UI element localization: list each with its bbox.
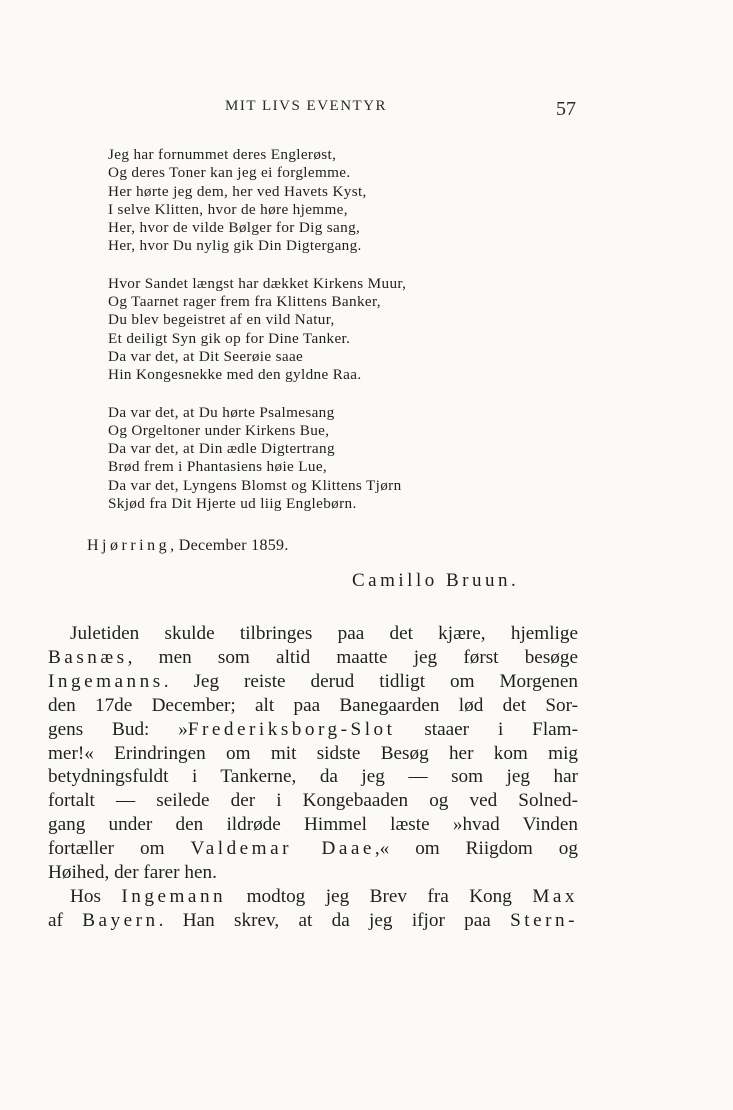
poem-signature: Camillo Bruun. <box>352 570 520 591</box>
spaced-name: Basnæs <box>48 646 128 668</box>
poem-line: I selve Klitten, hvor de høre hjemme, <box>108 200 348 218</box>
poem-line: Da var det, at Du hørte Psalmesang <box>108 403 335 421</box>
poem-line: Og Orgeltoner under Kirkens Bue, <box>108 421 330 439</box>
prose-line <box>48 670 578 694</box>
dateline-place: Hjørring <box>87 537 171 554</box>
prose-line <box>48 909 578 933</box>
poem-line: Hvor Sandet længst har dækket Kirkens Muur, <box>108 274 407 292</box>
poem-line: Her, hvor Du nylig gik Din Digtergang. <box>108 237 362 255</box>
prose-line: fortalt — seilede der i Kongebaaden og ved Solned- <box>48 790 578 812</box>
prose-text: fortæller om <box>48 838 191 860</box>
poem-line: Hin Kongesnekke med den gyldne Raa. <box>108 366 362 384</box>
prose-line <box>48 885 578 909</box>
stanza-2 <box>108 275 406 385</box>
poem-line: Jeg har fornummet deres Englerøst, <box>108 146 337 163</box>
spaced-name: Bayern <box>82 909 159 931</box>
stanza-3 <box>108 404 406 514</box>
page-number: 57 <box>556 98 576 120</box>
poem-line: Et deiligt Syn gik op for Dine Tanker. <box>108 329 351 347</box>
prose-line: Juletiden skulde tilbringes paa det kjære, hjemlige <box>70 623 578 644</box>
prose-line <box>48 837 578 861</box>
poem-line: Og Taarnet rager frem fra Klittens Banker, <box>108 293 381 311</box>
prose-line: Høihed, der farer hen. <box>48 862 217 884</box>
poem-line: Her, hvor de vilde Bølger for Dig sang, <box>108 219 361 237</box>
prose-line: mer!« Erindringen om mit sidste Besøg her kom mig <box>48 742 578 764</box>
poem-line: Da var det, Lyngens Blomst og Klittens Tjørn <box>108 476 402 494</box>
prose-line: den 17de December; alt paa Banegaarden lød det Sor- <box>48 694 578 716</box>
spaced-name: Stern- <box>510 909 579 931</box>
prose-text: ,« om Riigdom og <box>374 838 578 860</box>
prose-text: Hos <box>70 885 122 907</box>
stanza-1 <box>108 146 406 256</box>
spaced-name: Max <box>532 885 578 907</box>
poem-dateline <box>87 537 289 555</box>
spaced-name: Frederiksborg-Slot <box>187 718 396 740</box>
prose-text: . Jeg reiste derud tidligt om Morgenen <box>163 670 578 692</box>
poem-line: Skjød fra Dit Hjerte ud liig Englebørn. <box>108 495 357 513</box>
running-title: MIT LIVS EVENTYR <box>225 98 388 114</box>
prose-text: af <box>48 909 83 931</box>
prose-text: , men som altid maatte jeg først besøge <box>127 646 578 668</box>
prose-text: . Han skrev, at da jeg ifjor paa <box>158 909 511 931</box>
poem <box>108 146 406 532</box>
spaced-name: Ingemann <box>121 885 227 907</box>
prose-line <box>48 718 578 742</box>
prose-body <box>48 622 578 933</box>
prose-line: betydningsfuldt i Tankerne, da jeg — som jeg har <box>48 766 578 788</box>
poem-line: Og deres Toner kan jeg ei forglemme. <box>108 164 351 182</box>
dateline-date: , December 1859. <box>170 537 289 554</box>
poem-line: Da var det, at Dit Seerøie saae <box>108 347 304 365</box>
spaced-name: Valdemar Daae <box>190 838 375 860</box>
prose-text: staaer i Flam- <box>395 718 578 740</box>
poem-line: Brød frem i Phantasiens høie Lue, <box>108 458 328 476</box>
spaced-name: Ingemanns <box>48 670 164 692</box>
poem-line: Du blev begeistret af en vild Natur, <box>108 311 335 329</box>
prose-text: gens Bud: » <box>48 718 188 740</box>
prose-text: modtog jeg Brev fra Kong <box>226 885 533 907</box>
poem-line: Her hørte jeg dem, her ved Havets Kyst, <box>108 182 367 200</box>
prose-line: gang under den ildrøde Himmel læste »hvad Vinden <box>48 814 578 836</box>
poem-line: Da var det, at Din ædle Digtertrang <box>108 440 335 458</box>
prose-line <box>48 646 578 670</box>
